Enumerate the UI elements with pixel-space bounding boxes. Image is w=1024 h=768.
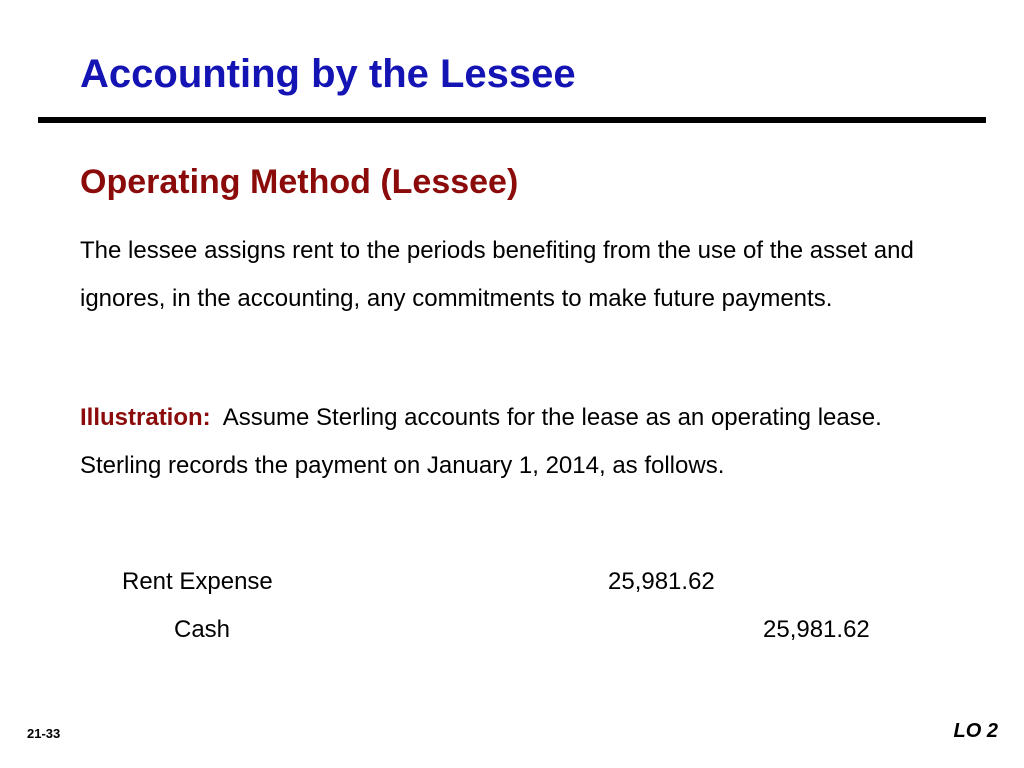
illustration-label: Illustration: [80,404,211,431]
illustration-text: Assume Sterling accounts for the lease as an operating lease. Sterling records the payment on January 1, 2014, as follows. [80,404,882,479]
credit-account: Cash [174,616,231,643]
debit-account: Rent Expense [122,568,273,595]
slide-number: 21-33 [27,726,61,741]
credit-amount: 25,981.62 [763,616,870,643]
description-paragraph: The lessee assigns rent to the periods benefiting from the use of the asset and ignores, in the accounting, any commitments to make future payments. [80,237,914,312]
section-subtitle: Operating Method (Lessee) [80,163,519,201]
title-divider [38,117,986,123]
learning-objective: LO 2 [953,720,998,742]
illustration-paragraph [80,394,960,490]
debit-amount: 25,981.62 [608,568,715,595]
slide-title: Accounting by the Lessee [80,52,576,96]
